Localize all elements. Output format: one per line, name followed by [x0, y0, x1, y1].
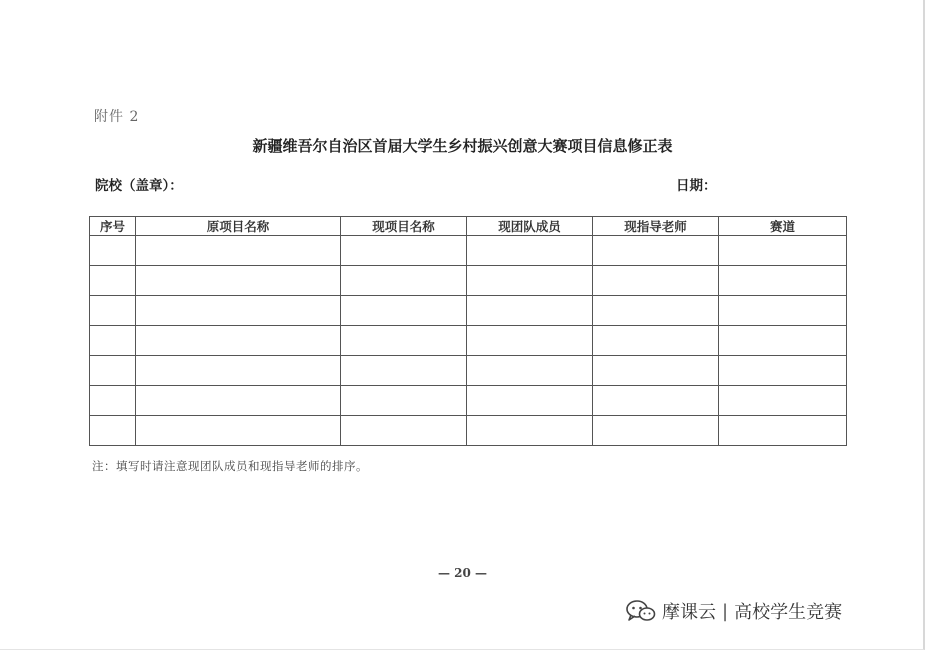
wechat-icon	[626, 599, 656, 623]
table-cell	[136, 326, 341, 356]
correction-form-table	[89, 216, 847, 446]
table-cell	[136, 236, 341, 266]
table-cell	[467, 296, 593, 326]
watermark-brand: 摩课云	[662, 602, 716, 623]
table-cell	[136, 266, 341, 296]
table-cell	[593, 266, 719, 296]
table-cell	[90, 356, 136, 386]
table-row	[90, 416, 847, 446]
table-cell	[467, 416, 593, 446]
table-row	[90, 356, 847, 386]
table-row	[90, 266, 847, 296]
watermark-subtitle: 高校学生竞赛	[734, 602, 843, 623]
table-cell	[467, 386, 593, 416]
watermark-separator: |	[722, 600, 729, 622]
table-cell	[593, 416, 719, 446]
table-cell	[341, 236, 467, 266]
table-row	[90, 296, 847, 326]
table-cell	[136, 356, 341, 386]
table-cell	[593, 296, 719, 326]
table-cell	[719, 416, 847, 446]
table-cell	[136, 386, 341, 416]
header-track: 赛道	[719, 217, 847, 236]
table-row	[90, 236, 847, 266]
table-cell	[341, 386, 467, 416]
table-cell	[467, 326, 593, 356]
table-cell	[467, 266, 593, 296]
header-current-advisor: 现指导老师	[593, 217, 719, 236]
attachment-label: 附件 2	[94, 109, 140, 125]
table-cell	[467, 356, 593, 386]
table-cell	[719, 266, 847, 296]
table-cell	[719, 236, 847, 266]
table-cell	[719, 296, 847, 326]
table-cell	[719, 386, 847, 416]
table-header-row	[90, 217, 847, 236]
table-cell	[593, 326, 719, 356]
table-cell	[90, 326, 136, 356]
table-cell	[719, 326, 847, 356]
table-cell	[341, 296, 467, 326]
table-cell	[341, 326, 467, 356]
table-row	[90, 386, 847, 416]
table-cell	[90, 386, 136, 416]
table-cell	[90, 296, 136, 326]
table-row	[90, 326, 847, 356]
table-cell	[593, 236, 719, 266]
header-original-project-name: 原项目名称	[136, 217, 341, 236]
table-cell	[341, 416, 467, 446]
header-index: 序号	[90, 217, 136, 236]
table-cell	[341, 356, 467, 386]
table-cell	[593, 356, 719, 386]
table-cell	[719, 356, 847, 386]
table-cell	[136, 416, 341, 446]
table-cell	[90, 416, 136, 446]
table-cell	[90, 236, 136, 266]
table-cell	[467, 236, 593, 266]
header-current-team-members: 现团队成员	[467, 217, 593, 236]
table-cell	[593, 386, 719, 416]
date-label: 日期：	[676, 178, 717, 194]
header-current-project-name: 现项目名称	[341, 217, 467, 236]
document-title: 新疆维吾尔自治区首届大学生乡村振兴创意大赛项目信息修正表	[252, 137, 673, 155]
table-cell	[136, 296, 341, 326]
page-number: — 20 —	[437, 566, 488, 580]
table-cell	[341, 266, 467, 296]
school-seal-label: 院校（盖章）：	[95, 178, 183, 194]
table-cell	[90, 266, 136, 296]
fill-in-note: 注：填写时请注意现团队成员和现指导老师的排序。	[92, 459, 368, 473]
watermark	[626, 598, 842, 624]
